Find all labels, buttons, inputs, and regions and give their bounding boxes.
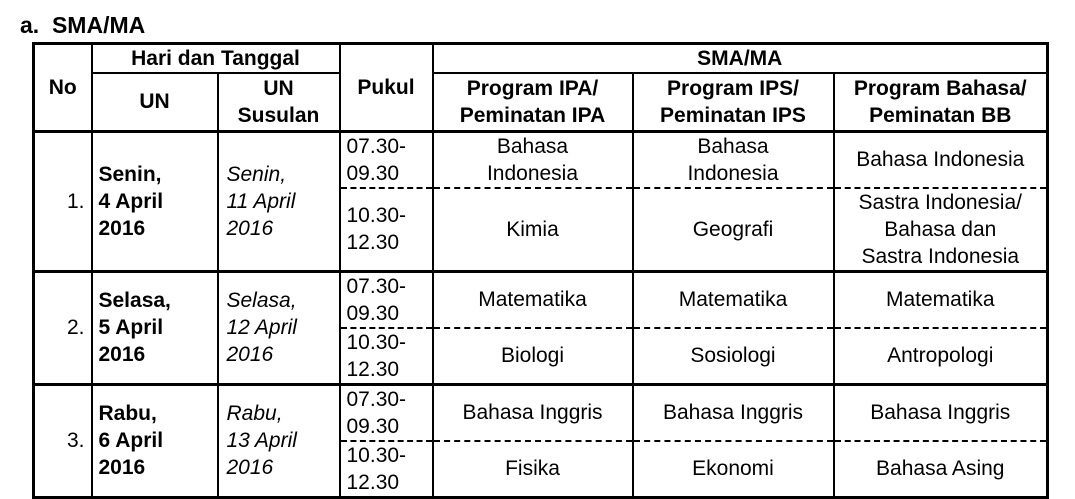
subject-bahasa: Antropologi (834, 328, 1048, 385)
subject-ips: Matematika (633, 271, 834, 328)
header-pukul: Pukul (340, 44, 433, 132)
row-number: 1. (34, 131, 92, 271)
subject-ipa: Fisika (433, 441, 633, 498)
un-date: Senin, 4 April 2016 (92, 131, 218, 271)
header-sma-ma: SMA/MA (433, 44, 1048, 74)
subject-ipa: Bahasa Inggris (433, 384, 633, 441)
subject-ipa: Bahasa Indonesia (433, 131, 633, 188)
un-date: Selasa, 5 April 2016 (92, 271, 218, 384)
time-slot: 10.30- 12.30 (340, 188, 433, 272)
time-slot: 10.30- 12.30 (340, 328, 433, 385)
time-slot: 07.30- 09.30 (340, 131, 433, 188)
subject-ips: Sosiologi (633, 328, 834, 385)
subject-ipa: Biologi (433, 328, 633, 385)
header-hari-dan-tanggal: Hari dan Tanggal (92, 44, 340, 74)
subject-ipa: Kimia (433, 188, 633, 272)
header-un: UN (92, 73, 218, 131)
subject-bahasa: Matematika (834, 271, 1048, 328)
header-no: No (34, 44, 92, 132)
subject-bahasa: Bahasa Indonesia (834, 131, 1048, 188)
un-susulan-date: Senin, 11 April 2016 (218, 131, 340, 271)
table-body (34, 131, 1048, 497)
subject-ips: Geografi (633, 188, 834, 272)
header-program-bahasa: Program Bahasa/ Peminatan BB (834, 73, 1048, 131)
subject-ips: Ekonomi (633, 441, 834, 498)
subject-bahasa: Bahasa Inggris (834, 384, 1048, 441)
un-susulan-date: Rabu, 13 April 2016 (218, 384, 340, 497)
time-slot: 07.30- 09.30 (340, 384, 433, 441)
header-un-susulan: UN Susulan (218, 73, 340, 131)
time-slot: 07.30- 09.30 (340, 271, 433, 328)
un-date: Rabu, 6 April 2016 (92, 384, 218, 497)
subject-ips: Bahasa Indonesia (633, 131, 834, 188)
subject-ipa: Matematika (433, 271, 633, 328)
row-number: 2. (34, 271, 92, 384)
subject-ips: Bahasa Inggris (633, 384, 834, 441)
table-row (34, 271, 1048, 328)
table-row (34, 131, 1048, 188)
row-number: 3. (34, 384, 92, 497)
header-program-ipa: Program IPA/ Peminatan IPA (433, 73, 633, 131)
exam-schedule-table (32, 42, 1049, 499)
table-row (34, 384, 1048, 441)
table-header (34, 44, 1048, 132)
header-program-ips: Program IPS/ Peminatan IPS (633, 73, 834, 131)
subject-bahasa: Sastra Indonesia/ Bahasa dan Sastra Indonesia (834, 188, 1048, 272)
section-heading: a. SMA/MA (20, 12, 146, 38)
subject-bahasa: Bahasa Asing (834, 441, 1048, 498)
time-slot: 10.30- 12.30 (340, 441, 433, 498)
un-susulan-date: Selasa, 12 April 2016 (218, 271, 340, 384)
